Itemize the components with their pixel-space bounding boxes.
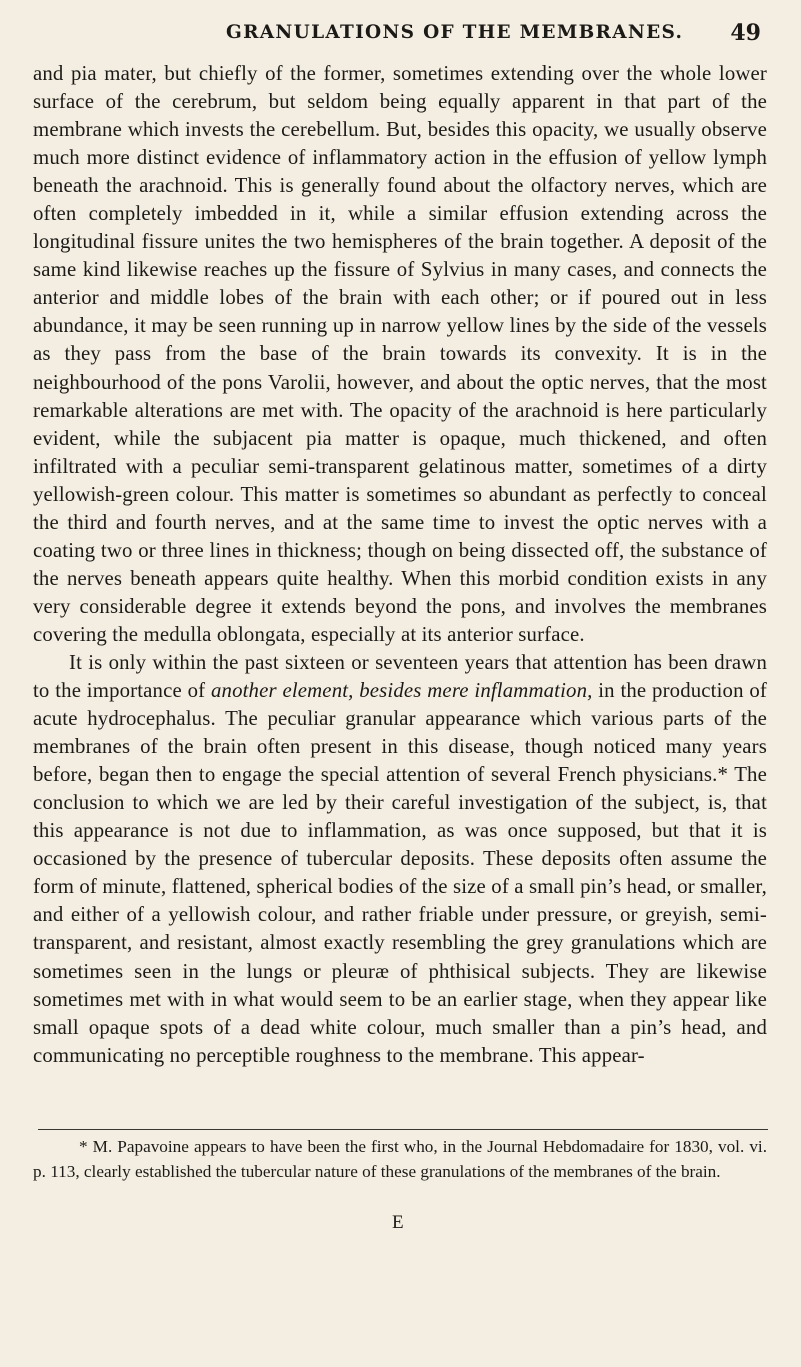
paragraph-2-start: It is only within the past sixteen or seventeen years that attention has been drawn to the importance of	[33, 650, 767, 703]
footnote-rule	[38, 1129, 768, 1130]
main-text	[33, 60, 767, 1070]
running-head	[0, 8, 801, 48]
footnote-text: * M. Papavoine appears to have been the first who, in the Journal Hebdomadaire for 1830, vol. vi. p. 113, clearly established the tubercular nature of these granulations of the membranes of the brain.	[33, 1137, 767, 1181]
paragraph-1: and pia mater, but chiefly of the former, sometimes extending over the whole lower surface of the cerebrum, but seldom being equally apparent in that part of the membrane which invests the cerebellum. But, besides this opacity, we usually observe much more distinct evidence of inflammatory action in the effusion of yellow lymph beneath the arachnoid. This is generally found about the olfactory nerves, which are often completely imbedded in it, while a similar effusion extending across the longitudinal fissure unites the two hemispheres of the brain together. A deposit of the same kind likewise reaches up the fissure of Sylvius in many cases, and connects the anterior and middle lobes of the brain with each other; or if poured out in less abundance, it may be seen running up in narrow yellow lines by the side of the vessels as they pass from the base of the brain towards its convexity. It is in the neighbourhood of the pons Varolii, however, and about the optic nerves, that the most remarkable alterations are met with. The opacity of the arachnoid is here particularly evident, while the subjacent pia matter is opaque, much thickened, and often infiltrated with a peculiar semi-transparent gelatinous matter, sometimes of a dirty yellowish-green colour. This matter is sometimes so abundant as perfectly to conceal the third and fourth nerves, and at the same time to invest the optic nerves with a coating two or three lines in thickness; though on being dissected off, the substance of the nerves beneath appears quite healthy. When this morbid condition exists in any very considerable degree it extends beyond the pons, and involves the membranes covering the medulla oblongata, especially at its anterior surface.	[33, 62, 767, 646]
paragraph-2-end: in the production of acute hydrocephalus. The peculiar granular appearance which various parts of the membranes of the brain often present in this disease, though noticed many years before, began then to engage the special attention of several French physicians.* The conclusion to which we are led by their careful investigation of the subject, is, that this appearance is not due to inflammation, as was once supposed, but that it is occasioned by the presence of tubercular deposits. These deposits often assume the form of minute, flattened, spherical bodies of the size of a small pin’s head, or smaller, and either of a yellowish colour, and rather friable under pressure, or greyish, semi-transparent, and resistant, almost exactly resembling the grey granulations which are sometimes seen in the lungs or pleuræ of phthisical subjects. They are likewise sometimes met with in what would seem to be an earlier stage, when they appear like small opaque spots of a dead white colour, much smaller than a pin’s head, and communicating no perceptible roughness to the membrane. This appear-	[33, 679, 767, 1067]
running-title: GRANULATIONS OF THE MEMBRANES.	[226, 22, 684, 43]
signature-mark: E	[392, 1212, 404, 1233]
paragraph-2-italic: another element, besides mere inflammation,	[210, 679, 593, 703]
paragraph-2	[33, 649, 767, 1070]
footnote	[33, 1134, 767, 1184]
page-number: 49	[730, 20, 761, 46]
